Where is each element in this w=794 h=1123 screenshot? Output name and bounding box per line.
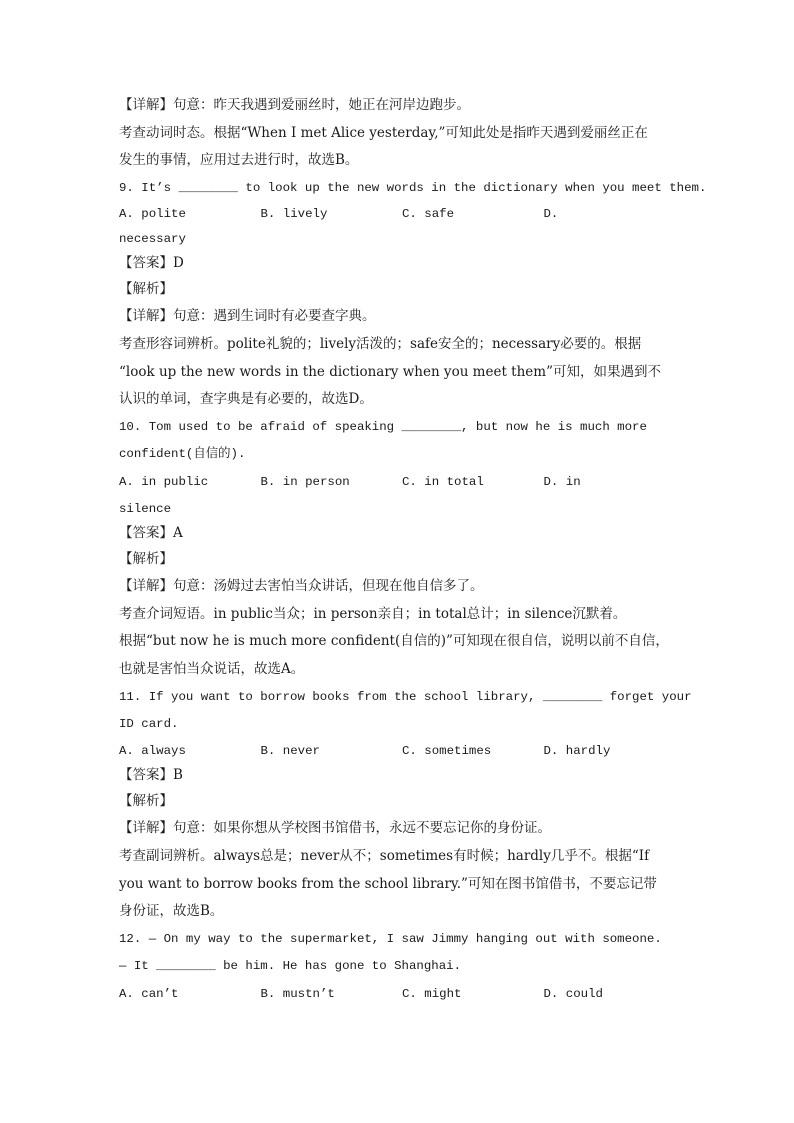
option-a: A. in public	[119, 475, 209, 490]
analysis-line: 考查介词短语。in public当众；in person亲自；in total总计；in silence沉默着。	[119, 605, 627, 622]
option-b: B. never	[260, 743, 320, 758]
answer-label: 【答案】B	[119, 767, 183, 784]
detail-line: 【详解】句意：遇到生词时有必要查字典。	[119, 308, 376, 325]
detail-line: 【详解】句意：昨天我遇到爱丽丝时，她正在河岸边跑步。	[119, 97, 470, 113]
option-a: A. can’t	[119, 986, 179, 1001]
answer-label: 【答案】D	[119, 255, 184, 272]
option-d-wrap: necessary	[119, 231, 186, 246]
question-11: 11. If you want to borrow books from the school library, ________ forget your	[119, 689, 692, 704]
analysis-line: 发生的事情，应用过去进行时，故选B。	[119, 152, 359, 169]
explanation-label: 【解析】	[119, 550, 173, 567]
option-d: D.	[543, 207, 559, 222]
question-12-cont: — It ________ be him. He has gone to Shanghai.	[119, 959, 462, 974]
analysis-line: 考查形容词辨析。polite礼貌的；lively活泼的；safe安全的；necessary必要的。根据	[119, 336, 642, 353]
option-b: B. lively	[260, 207, 328, 222]
question-12: 12. — On my way to the supermarket, I saw Jimmy hanging out with someone.	[119, 931, 662, 946]
detail-line: 【详解】句意：汤姆过去害怕当众讲话，但现在他自信多了。	[119, 578, 484, 595]
analysis-line: 认识的单词，查字典是有必要的，故选D。	[119, 391, 373, 408]
analysis-line: you want to borrow books from the school library.”可知在图书馆借书，不要忘记带	[119, 875, 657, 892]
explanation-label: 【解析】	[119, 792, 173, 809]
option-b: B. in person	[260, 475, 350, 490]
analysis-line: 根据“but now he is much more confident(自信的)”可知现在很自信，说明以前不自信，	[119, 633, 669, 650]
question-9-options	[119, 202, 685, 227]
analysis-line: 考查动词时态。根据“When I met Alice yesterday,”可知此处是指昨天遇到爱丽丝正在	[119, 124, 648, 141]
answer-label: 【答案】A	[119, 525, 183, 542]
question-10: 10. Tom used to be afraid of speaking ________, but now he is much more	[119, 419, 647, 434]
analysis-line: 身份证，故选B。	[119, 903, 224, 920]
option-c: C. might	[402, 986, 462, 1001]
option-c: C. sometimes	[402, 743, 492, 758]
option-d: D. in	[543, 475, 581, 490]
analysis-line: 也就是害怕当众说话，故选A。	[119, 661, 305, 677]
option-c: C. safe	[402, 207, 455, 222]
analysis-line: 考查副词辨析。always总是；never从不；sometimes有时候；hardly几乎不。根据“If	[119, 847, 650, 864]
option-a: A. always	[119, 743, 186, 758]
detail-line: 【详解】句意：如果你想从学校图书馆借书，永远不要忘记你的身份证。	[119, 820, 551, 837]
document-page	[119, 92, 707, 1009]
option-c: C. in total	[402, 475, 484, 490]
question-9: 9. It’s ________ to look up the new words in the dictionary when you meet them.	[119, 180, 707, 195]
question-11-options	[119, 739, 685, 764]
option-b: B. mustn’t	[260, 986, 335, 1001]
explanation-label: 【解析】	[119, 280, 173, 297]
option-d: D. hardly	[543, 743, 611, 758]
question-12-options	[119, 981, 685, 1009]
question-10-options	[119, 469, 685, 497]
question-11-cont: ID card.	[119, 717, 179, 732]
question-10-cont: confident(自信的).	[119, 447, 246, 462]
analysis-line: “look up the new words in the dictionary when you meet them”可知，如果遇到不	[119, 363, 661, 380]
option-d-wrap: silence	[119, 501, 172, 516]
option-d: D. could	[543, 986, 603, 1001]
option-a: A. polite	[119, 207, 186, 222]
